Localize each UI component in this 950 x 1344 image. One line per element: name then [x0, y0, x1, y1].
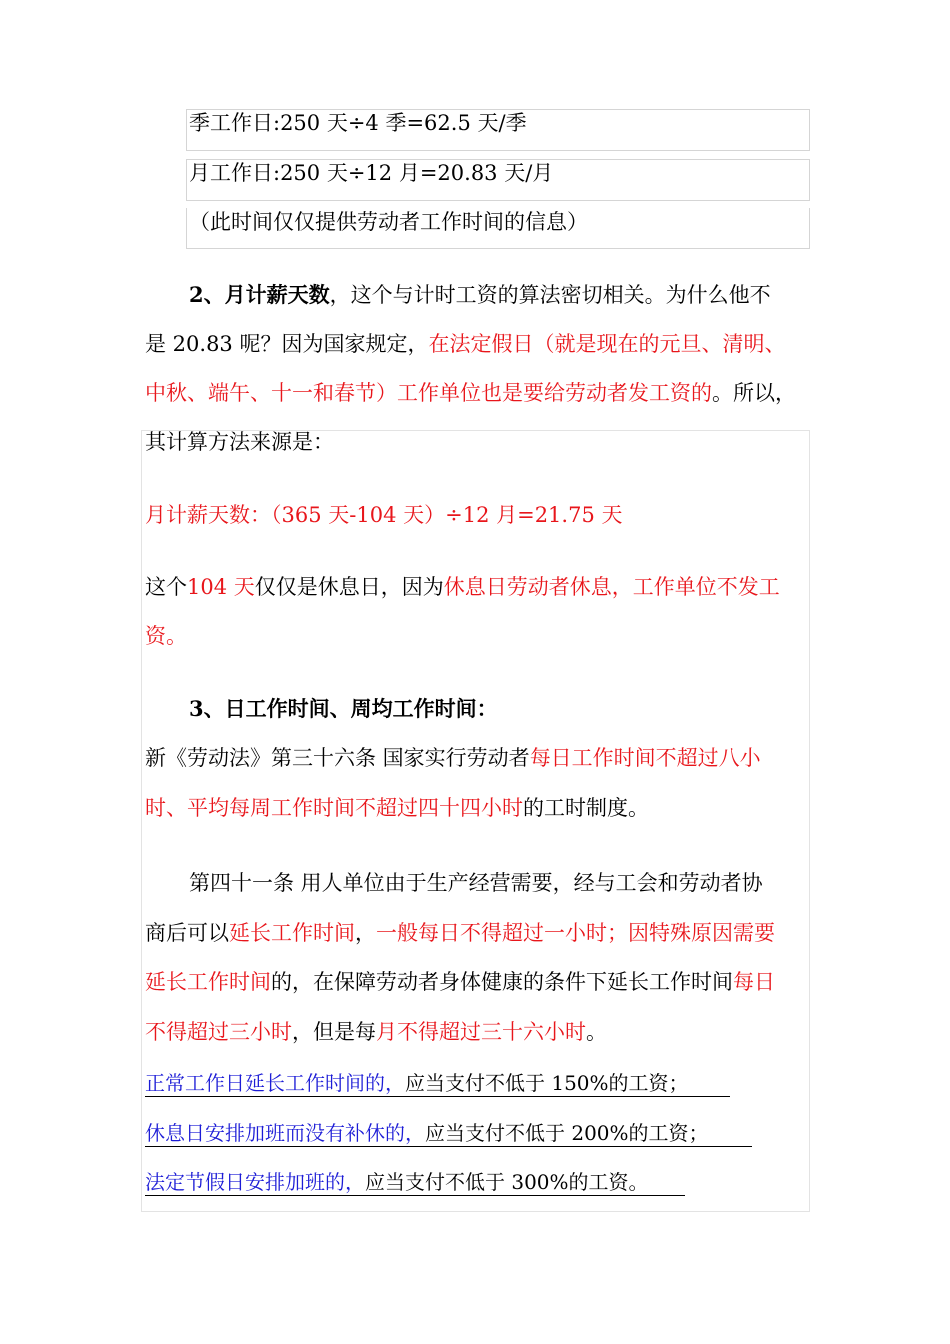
- law-art36-line1: 新《劳动法》第三十六条 国家实行劳动者每日工作时间不超过八小: [145, 746, 761, 770]
- underline-restday: [145, 1146, 752, 1147]
- law-art41-line4: 不得超过三小时，但是每月不得超过三十六小时。: [145, 1020, 607, 1044]
- section2-para-line4: 其计算方法来源是：: [145, 430, 334, 454]
- rest-days-line1: 这个104 天仅仅是休息日，因为休息日劳动者休息，工作单位不发工: [145, 575, 780, 599]
- section2-para-line3: 中秋、端午、十一和春节）工作单位也是要给劳动者发工资的。所以，: [145, 381, 796, 405]
- workdays-note: （此时间仅仅提供劳动者工作时间的信息）: [189, 210, 588, 234]
- overtime-pay-weekday: 正常工作日延长工作时间的，应当支付不低于 150%的工资；: [145, 1071, 689, 1095]
- section3-heading: 3、日工作时间、周均工作时间：: [189, 696, 498, 721]
- law-art41-line2: 商后可以延长工作时间，一般每日不得超过一小时；因特殊原因需要: [145, 921, 775, 945]
- underline-weekday: [145, 1096, 730, 1097]
- law-art41-line3: 延长工作时间的，在保障劳动者身体健康的条件下延长工作时间每日: [145, 970, 775, 994]
- rest-days-line2: 资。: [145, 624, 187, 648]
- overtime-pay-holiday: 法定节假日安排加班的，应当支付不低于 300%的工资。: [145, 1170, 649, 1194]
- pay-days-formula: 月计薪天数：（365 天-104 天）÷12 月=21.75 天: [145, 503, 623, 527]
- section2-para-line2: 是 20.83 呢？因为国家规定，在法定假日（就是现在的元旦、清明、: [145, 332, 786, 356]
- law-art41-line1: 第四十一条 用人单位由于生产经营需要，经与工会和劳动者协: [189, 871, 763, 895]
- overtime-pay-restday: 休息日安排加班而没有补休的，应当支付不低于 200%的工资；: [145, 1121, 709, 1145]
- underline-holiday: [145, 1195, 685, 1196]
- quarter-workdays: 季工作日:250 天÷4 季=62.5 天/季: [189, 111, 527, 135]
- section2-heading: 2、月计薪天数: [189, 282, 330, 307]
- law-art36-line2: 时、平均每周工作时间不超过四十四小时的工时制度。: [145, 796, 649, 820]
- section2-para-line1: 2、月计薪天数，这个与计时工资的算法密切相关。为什么他不: [189, 282, 771, 307]
- month-workdays: 月工作日:250 天÷12 月=20.83 天/月: [189, 161, 554, 185]
